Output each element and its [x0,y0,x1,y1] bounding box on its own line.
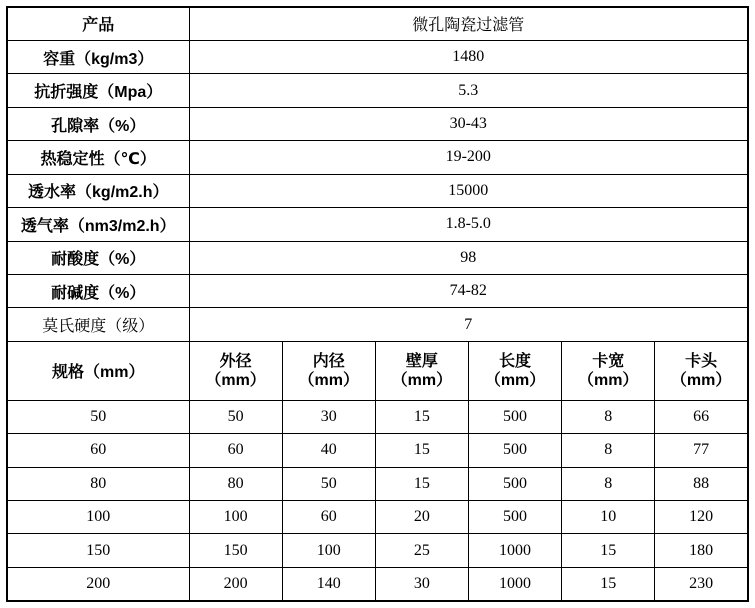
spec-value-cell: 66 [655,400,748,433]
property-value-cell: 15000 [189,174,748,207]
property-row [7,208,748,241]
spec-data-row [7,400,748,433]
property-label-cell: 热稳定性（℃） [7,141,189,174]
spec-header-cell [189,341,282,400]
spec-header-cell [562,341,655,400]
spec-data-row [7,467,748,500]
spec-header-line1: 卡头 [685,352,718,370]
property-label-cell: 耐碱度（%） [7,275,189,308]
property-row [7,241,748,274]
spec-value-cell: 500 [468,434,561,467]
spec-value-cell: 60 [189,434,282,467]
spec-value-cell: 200 [189,567,282,601]
spec-value-cell: 230 [655,567,748,601]
property-row [7,308,748,341]
spec-header-cell [655,341,748,400]
property-row [7,7,748,40]
property-value-cell: 1.8-5.0 [189,208,748,241]
spec-value-cell: 8 [562,467,655,500]
spec-value-cell: 50 [189,400,282,433]
spec-value-cell: 30 [375,567,468,601]
spec-size-cell: 60 [7,434,189,467]
spec-header-line2: （mm） [391,371,453,389]
property-value-cell: 微孔陶瓷过滤管 [189,7,748,40]
spec-value-cell: 10 [562,500,655,533]
spec-header-cell [468,341,561,400]
spec-value-cell: 150 [189,534,282,567]
spec-header-line1: 卡宽 [592,352,625,370]
spec-value-cell: 88 [655,467,748,500]
spec-value-cell: 20 [375,500,468,533]
property-label-cell: 抗折强度（Mpa） [7,74,189,107]
property-label-cell: 耐酸度（%） [7,241,189,274]
spec-header-line1: 壁厚 [405,352,438,370]
spec-data-row [7,500,748,533]
spec-value-cell: 50 [282,467,375,500]
spec-value-cell: 1000 [468,534,561,567]
spec-value-cell: 40 [282,434,375,467]
spec-header-line1: 外径 [219,352,252,370]
spec-size-cell: 150 [7,534,189,567]
property-row [7,107,748,140]
spec-value-cell: 500 [468,467,561,500]
spec-value-cell: 60 [282,500,375,533]
spec-data-row [7,534,748,567]
spec-value-cell: 140 [282,567,375,601]
spec-value-cell: 1000 [468,567,561,601]
spec-header-row [7,341,748,400]
spec-size-cell: 100 [7,500,189,533]
spec-value-cell: 8 [562,400,655,433]
spec-value-cell: 77 [655,434,748,467]
spec-data-row [7,567,748,601]
property-label-cell: 产品 [7,7,189,40]
property-label-cell: 孔隙率（%） [7,107,189,140]
spec-value-cell: 15 [562,567,655,601]
spec-header-line2: （mm） [298,371,359,389]
property-row [7,40,748,73]
spec-size-cell: 50 [7,400,189,433]
property-value-cell: 1480 [189,40,748,73]
property-label-cell: 透水率（kg/m2.h） [7,174,189,207]
spec-header-line1: 内径 [312,352,345,370]
spec-value-cell: 80 [189,467,282,500]
property-label-cell: 透气率（nm3/m2.h） [7,208,189,241]
spec-value-cell: 30 [282,400,375,433]
spec-header-line1: 长度 [499,352,532,370]
spec-row-label-cell: 规格（mm） [7,341,189,400]
spec-header-line2: （mm） [577,371,639,389]
spec-value-cell: 15 [375,467,468,500]
spec-header-cell [375,341,468,400]
property-row [7,141,748,174]
spec-value-cell: 120 [655,500,748,533]
property-label-cell: 容重（kg/m3） [7,40,189,73]
spec-value-cell: 180 [655,534,748,567]
property-value-cell: 5.3 [189,74,748,107]
spec-value-cell: 15 [562,534,655,567]
spec-value-cell: 8 [562,434,655,467]
spec-size-cell: 200 [7,567,189,601]
spec-data-row [7,434,748,467]
spec-value-cell: 100 [189,500,282,533]
product-spec-table [6,6,749,602]
property-value-cell: 30-43 [189,107,748,140]
property-value-cell: 7 [189,308,748,341]
property-value-cell: 98 [189,241,748,274]
spec-header-line2: （mm） [205,371,266,389]
spec-value-cell: 100 [282,534,375,567]
property-value-cell: 19-200 [189,141,748,174]
spec-header-line2: （mm） [670,371,732,389]
spec-header-cell [282,341,375,400]
spec-value-cell: 15 [375,400,468,433]
property-row [7,74,748,107]
property-value-cell: 74-82 [189,275,748,308]
property-row [7,174,748,207]
spec-value-cell: 25 [375,534,468,567]
spec-value-cell: 500 [468,500,561,533]
spec-size-cell: 80 [7,467,189,500]
spec-value-cell: 15 [375,434,468,467]
spec-header-line2: （mm） [484,371,546,389]
spec-value-cell: 500 [468,400,561,433]
property-row [7,275,748,308]
property-label-cell: 莫氏硬度（级） [7,308,189,341]
